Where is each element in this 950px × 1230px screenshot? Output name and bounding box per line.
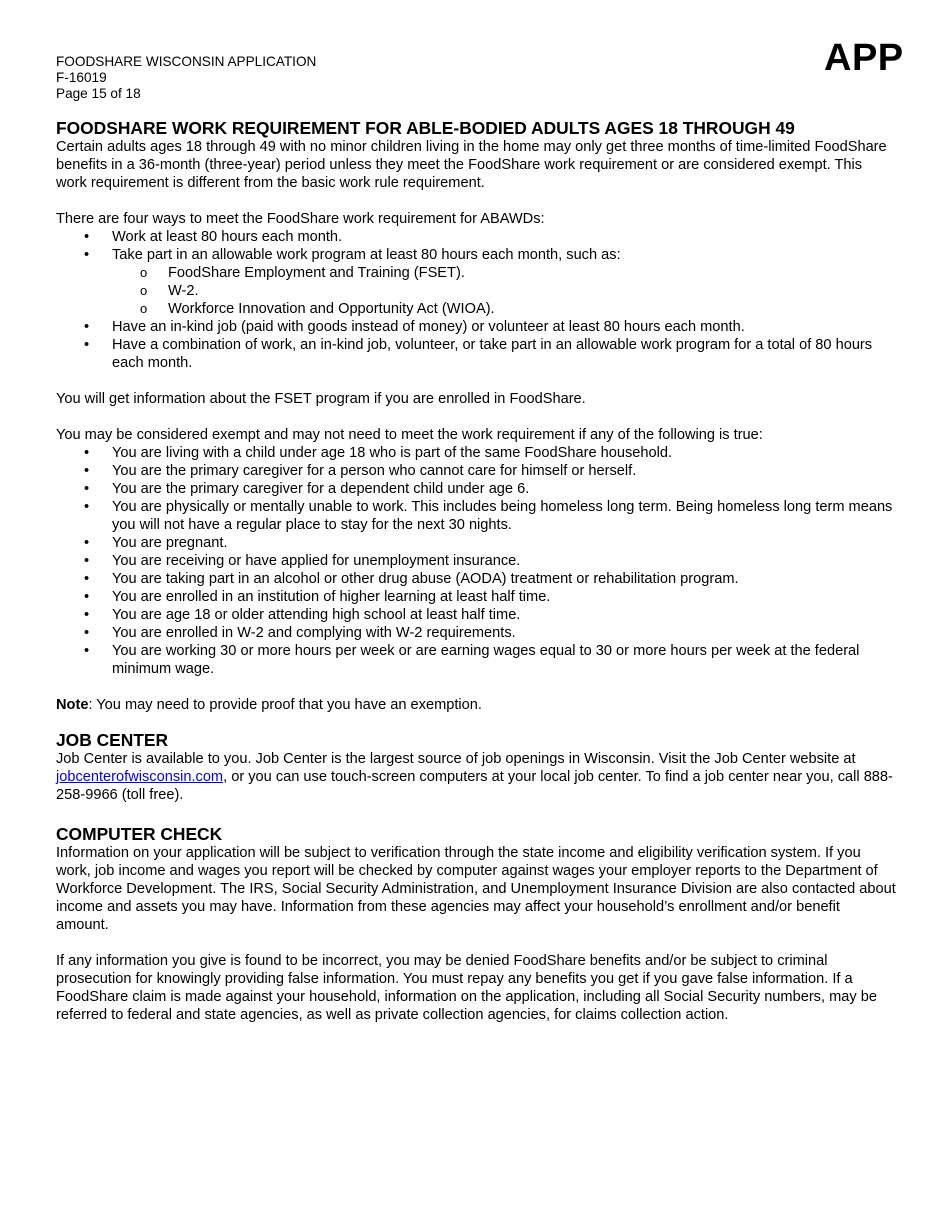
bullet-icon: •: [84, 481, 90, 497]
exemptions-list: [56, 444, 896, 678]
list-item: • Have a combination of work, an in-kind job, volunteer, or take part in an allowable work program for a total of 80 hours each month.: [84, 337, 873, 371]
work-requirement-heading: FOODSHARE WORK REQUIREMENT FOR ABLE-BODIED ADULTS AGES 18 THROUGH 49: [56, 118, 795, 138]
circle-bullet-icon: o: [140, 283, 148, 298]
bullet-icon: •: [84, 589, 90, 605]
list-item: • Take part in an allowable work program at least 80 hours each month, such as: o FoodShare Employment and Training (FSET). o W-2. o Workforce Innovation and Opportunity Act (WIOA).: [56, 246, 896, 318]
list-item: o Workforce Innovation and Opportunity Act (WIOA).: [140, 301, 495, 317]
bullet-icon: •: [84, 535, 90, 551]
list-item: • You are the primary caregiver for a person who cannot care for himself or herself.: [84, 463, 637, 479]
exempt-intro: You may be considered exempt and may not need to meet the work requirement if any of the following is true:: [56, 427, 763, 443]
list-item: • You are the primary caregiver for a dependent child under age 6.: [84, 481, 530, 497]
computer-check-para-1: Information on your application will be subject to verification through the state income and eligibility verification system. If you work, job income and wages you report will be checked by computer against wages your employer reports to the Department of Workforce Development. The IRS, Social Security Administration, and Unemployment Insurance Division are also contacted about income and assets you may have. Information from these agencies may affect your household’s enrollment and/or benefit amount.: [56, 845, 896, 933]
ways-intro: There are four ways to meet the FoodShare work requirement for ABAWDs:: [56, 211, 545, 227]
form-title: FOODSHARE WISCONSIN APPLICATION: [56, 54, 317, 69]
list-item: • You are working 30 or more hours per week or are earning wages equal to 30 or more hours per week at the federal minimum wage.: [84, 643, 860, 677]
bullet-icon: •: [84, 247, 90, 263]
list-item: • You are taking part in an alcohol or other drug abuse (AODA) treatment or rehabilitation program.: [84, 571, 739, 587]
bullet-icon: •: [84, 499, 90, 515]
bullet-icon: •: [84, 607, 90, 623]
note: [56, 696, 896, 714]
ways-list: [56, 228, 896, 372]
fset-info: You will get information about the FSET program if you are enrolled in FoodShare.: [56, 391, 586, 407]
list-item: • You are age 18 or older attending high school at least half time.: [84, 607, 521, 623]
bullet-icon: •: [84, 553, 90, 569]
app-stamp: APP: [824, 37, 904, 79]
list-item: • You are pregnant.: [84, 535, 228, 551]
list-item: • Work at least 80 hours each month.: [84, 229, 343, 245]
list-item: o FoodShare Employment and Training (FSET).: [140, 265, 465, 281]
list-item: • You are enrolled in an institution of higher learning at least half time.: [84, 589, 551, 605]
list-item: • Have an in-kind job (paid with goods instead of money) or volunteer at least 80 hours each month.: [84, 319, 745, 335]
document-page: [56, 54, 896, 1024]
note-text: : You may need to provide proof that you have an exemption.: [88, 697, 482, 713]
note-label: Note: [56, 697, 89, 713]
bullet-icon: •: [84, 229, 90, 245]
job-center-link[interactable]: jobcenterofwisconsin.com: [56, 769, 224, 785]
computer-check-heading: COMPUTER CHECK: [56, 824, 223, 844]
bullet-icon: •: [84, 445, 90, 461]
list-item: • You are living with a child under age 18 who is part of the same FoodShare household.: [84, 445, 673, 461]
list-item: • You are receiving or have applied for unemployment insurance.: [84, 553, 521, 569]
bullet-icon: •: [84, 337, 90, 353]
page-number: Page 15 of 18: [56, 86, 141, 101]
work-requirement-intro: Certain adults ages 18 through 49 with no minor children living in the home may only get three months of time-limited FoodShare benefits in a 36-month (three-year) period unless they meet the FoodShare work requirement or are considered exempt. This work requirement is different from the basic work rule requirement.: [56, 139, 887, 191]
bullet-icon: •: [84, 319, 90, 335]
form-number: F-16019: [56, 70, 107, 85]
list-item: • You are enrolled in W-2 and complying with W-2 requirements.: [84, 625, 516, 641]
bullet-icon: •: [84, 571, 90, 587]
bullet-icon: •: [84, 625, 90, 641]
job-center-heading: JOB CENTER: [56, 730, 169, 750]
circle-bullet-icon: o: [140, 301, 148, 316]
list-item: o W-2.: [140, 283, 199, 299]
list-item: • You are physically or mentally unable to work. This includes being homeless long term. Being homeless long term means you will not have a regular place to stay for the next 30 nights.: [84, 499, 893, 533]
computer-check-para-2: If any information you give is found to be incorrect, you may be denied FoodShare benefits and/or be subject to criminal prosecution for knowingly providing false information. You must repay any benefits you get if you gave false information. If a FoodShare claim is made against your household, information on the application, including all Social Security numbers, may be referred to federal and state agencies, as well as private collection agencies, for claims collection action.: [56, 953, 877, 1023]
bullet-icon: •: [84, 643, 90, 659]
circle-bullet-icon: o: [140, 265, 148, 280]
job-center-text: Job Center is available to you. Job Center is the largest source of job openings in Wisconsin. Visit the Job Center website at jobcenterofwisconsin.com, or you can use touch-screen computers at your local job center. To find a job center near you, call 888-258-9966 (toll free).: [56, 751, 893, 803]
bullet-icon: •: [84, 463, 90, 479]
programs-list: [112, 264, 896, 318]
